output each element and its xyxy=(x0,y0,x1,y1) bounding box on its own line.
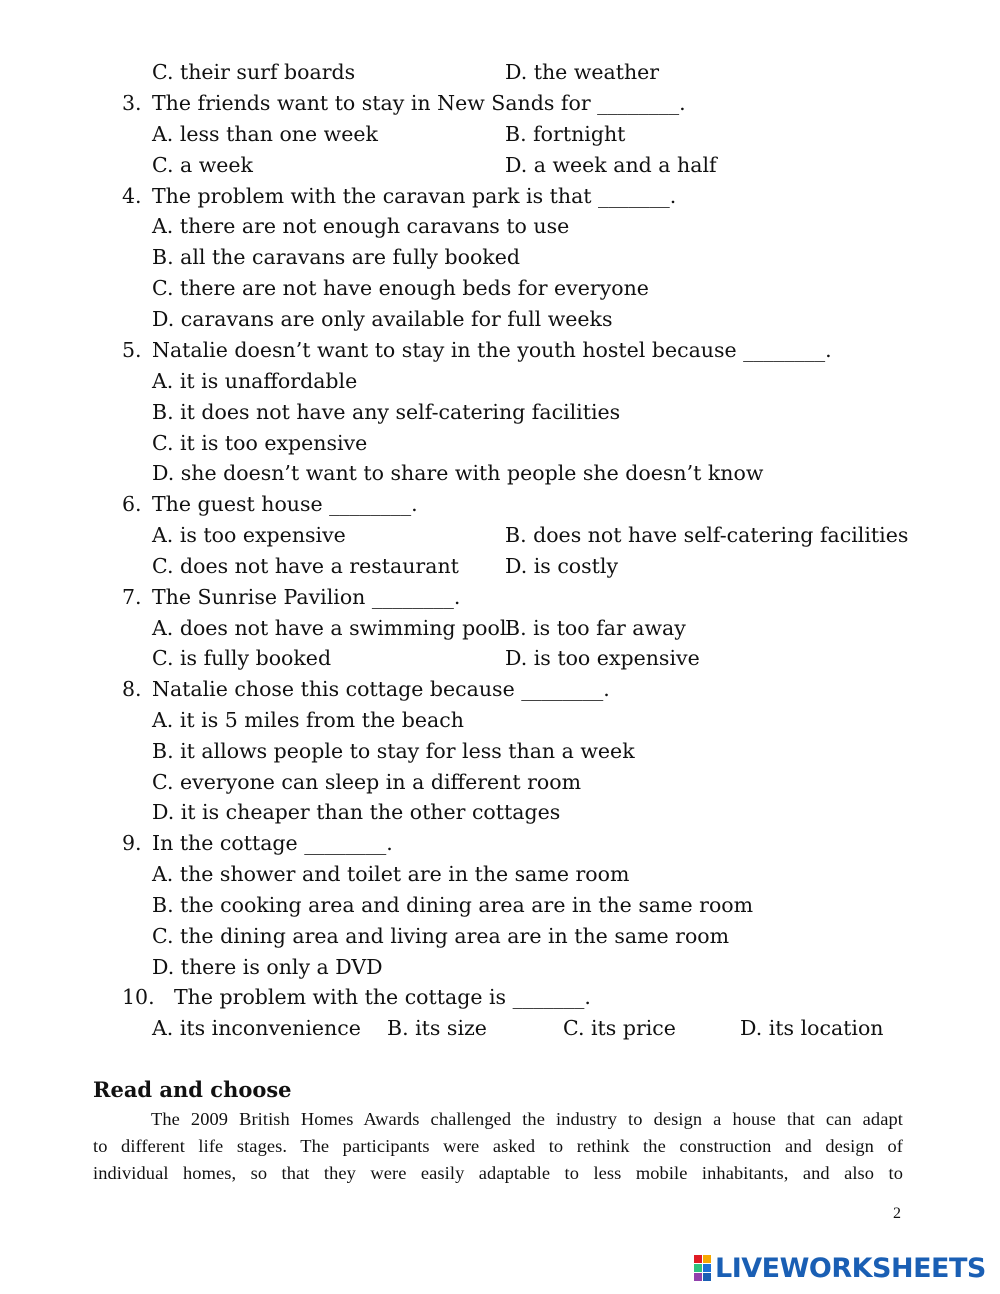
q3-option-d: D. a week and a half xyxy=(505,153,717,177)
q3-option-b: B. fortnight xyxy=(505,122,626,146)
paragraph-line: to different life stages. The participants were asked to rethink the construction and design of xyxy=(93,1136,903,1156)
logo-square xyxy=(703,1273,711,1281)
q3-option-c: C. a week xyxy=(152,153,253,177)
reading-paragraph xyxy=(93,1106,903,1187)
q5-option-a: A. it is unaffordable xyxy=(152,369,358,393)
q6-stem: The guest house ________. xyxy=(152,492,418,516)
page-number: 2 xyxy=(893,1205,901,1222)
q5-number: 5. xyxy=(122,338,142,362)
q7-option-b: B. is too far away xyxy=(505,616,686,640)
q9-option-b: B. the cooking area and dining area are in the same room xyxy=(152,893,754,917)
paragraph-line: individual homes, so that they were easily adaptable to less mobile inhabitants, and also to xyxy=(93,1163,903,1183)
q10-option-c: C. its price xyxy=(563,1016,676,1040)
q5-option-b: B. it does not have any self-catering facilities xyxy=(152,400,621,424)
q3-stem: The friends want to stay in New Sands for ________. xyxy=(152,91,686,115)
q5-option-c: C. it is too expensive xyxy=(152,431,368,455)
q9-stem: In the cottage ________. xyxy=(152,831,393,855)
q8-option-a: A. it is 5 miles from the beach xyxy=(152,708,464,732)
q4-option-b: B. all the caravans are fully booked xyxy=(152,245,520,269)
q7-option-a: A. does not have a swimming pool xyxy=(152,616,507,640)
logo-square xyxy=(694,1273,702,1281)
q10-number: 10. xyxy=(122,985,155,1009)
q4-option-c: C. there are not have enough beds for everyone xyxy=(152,276,649,300)
q8-number: 8. xyxy=(122,677,142,701)
q4-stem: The problem with the caravan park is that _______. xyxy=(152,184,677,208)
q10-option-a: A. its inconvenience xyxy=(152,1016,361,1040)
q9-option-a: A. the shower and toilet are in the same room xyxy=(152,862,630,886)
q8-option-b: B. it allows people to stay for less than a week xyxy=(152,739,635,763)
section-heading: Read and choose xyxy=(93,1077,292,1102)
q8-option-d: D. it is cheaper than the other cottages xyxy=(152,800,561,824)
q4-option-d: D. caravans are only available for full weeks xyxy=(152,307,613,331)
paragraph-line: The 2009 British Homes Awards challenged the industry to design a house that can adapt xyxy=(151,1109,903,1129)
q6-option-c: C. does not have a restaurant xyxy=(152,554,459,578)
q8-stem: Natalie chose this cottage because ________. xyxy=(152,677,610,701)
logo-square xyxy=(703,1264,711,1272)
q9-option-d: D. there is only a DVD xyxy=(152,955,383,979)
q6-option-d: D. is costly xyxy=(505,554,619,578)
q6-option-b: B. does not have self-catering facilities xyxy=(505,523,909,547)
q3-option-a: A. less than one week xyxy=(152,122,378,146)
q6-option-a: A. is too expensive xyxy=(152,523,346,547)
q4-number: 4. xyxy=(122,184,142,208)
logo-square xyxy=(694,1255,702,1263)
q10-option-d: D. its location xyxy=(740,1016,884,1040)
liveworksheets-logo xyxy=(694,1253,986,1283)
logo-square xyxy=(694,1264,702,1272)
q2-option-d: D. the weather xyxy=(505,60,660,84)
q3-number: 3. xyxy=(122,91,142,115)
logo-text: LIVEWORKSHEETS xyxy=(715,1252,986,1284)
q5-stem: Natalie doesn’t want to stay in the youth hostel because ________. xyxy=(152,338,832,362)
q2-option-c: C. their surf boards xyxy=(152,60,356,84)
q7-option-c: C. is fully booked xyxy=(152,646,332,670)
q10-stem: The problem with the cottage is _______. xyxy=(174,985,591,1009)
q9-option-c: C. the dining area and living area are in the same room xyxy=(152,924,730,948)
q7-number: 7. xyxy=(122,585,142,609)
q8-option-c: C. everyone can sleep in a different room xyxy=(152,770,582,794)
q5-option-d: D. she doesn’t want to share with people she doesn’t know xyxy=(152,461,764,485)
q4-option-a: A. there are not enough caravans to use xyxy=(152,214,570,238)
q10-option-b: B. its size xyxy=(387,1016,487,1040)
logo-grid-icon xyxy=(694,1255,711,1281)
q6-number: 6. xyxy=(122,492,142,516)
logo-square xyxy=(703,1255,711,1263)
q7-stem: The Sunrise Pavilion ________. xyxy=(152,585,461,609)
q7-option-d: D. is too expensive xyxy=(505,646,700,670)
q9-number: 9. xyxy=(122,831,142,855)
